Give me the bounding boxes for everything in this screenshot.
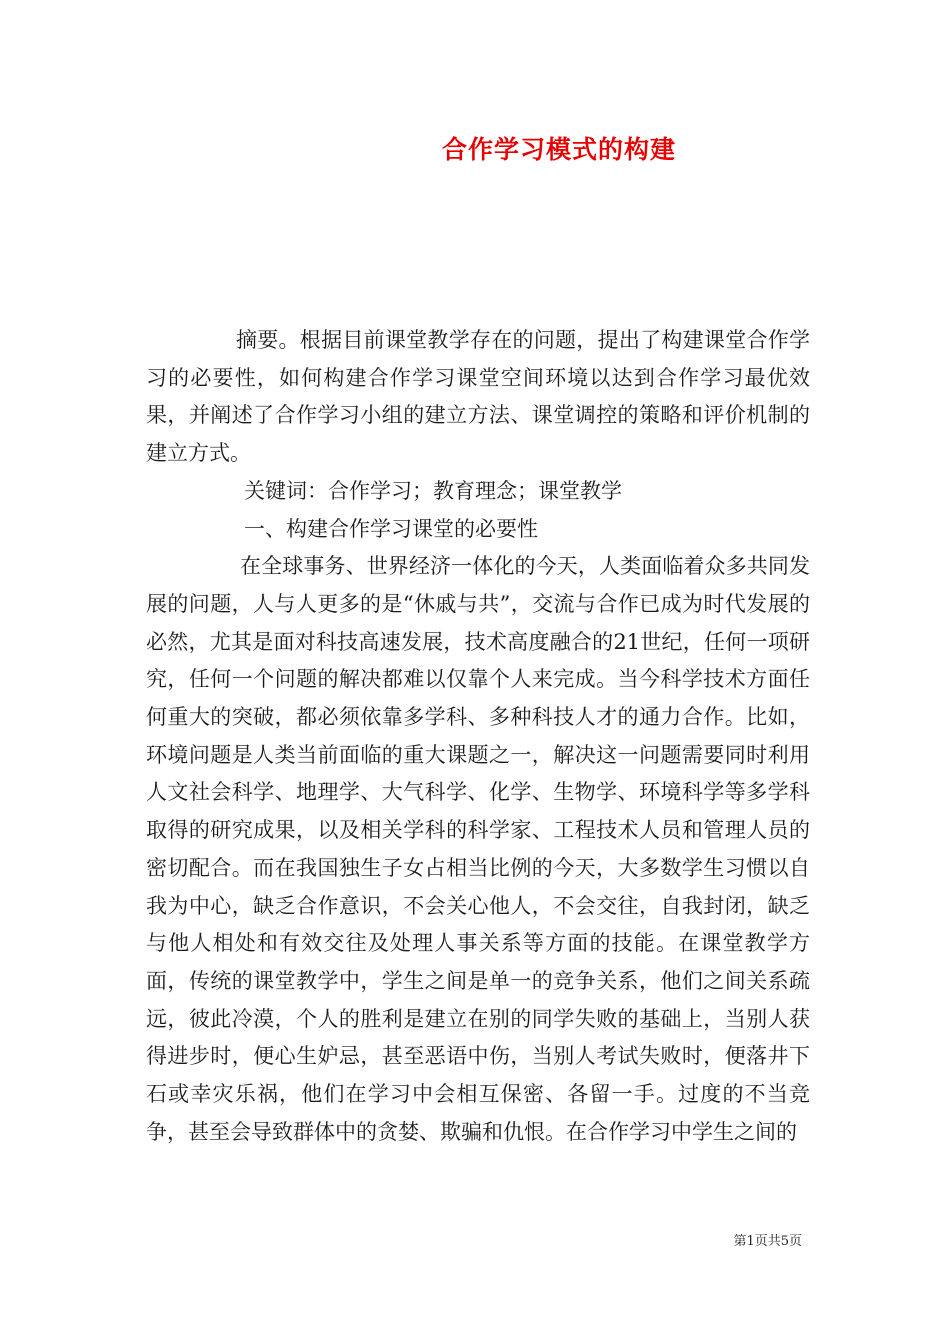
abstract-paragraph: 摘要。根据目前课堂教学存在的问题，提出了构建课堂合作学习的必要性，如何构建合作学习课堂空间环境以达到合作学习最优效果，并阐述了合作学习小组的建立方法、课堂调控的策略和评价机制的建立方式。 [146,328,810,466]
document-body [146,322,810,1151]
section-heading: 一、构建合作学习课堂的必要性 [244,516,538,541]
body-paragraph: 在全球事务、世界经济一体化的今天，人类面临着众多共同发展的问题，人与人更多的是“休戚与共”，交流与合作已成为时代发展的必然，尤其是面对科技高速发展，技术高度融合的21世纪，任何一项研究，任何一个问题的解决都难以仅靠个人来完成。当今科学技术方面任何重大的突破，都必须依靠多学科、多种科技人才的通力合作。比如，环境问题是人类当前面临的重大课题之一，解决这一问题需要同时利用人文社会科学、地理学、大气科学、化学、生物学、环境科学等多学科取得的研究成果，以及相关学科的科学家、工程技术人员和管理人员的密切配合。而在我国独生子女占相当比例的今天，大多数学生习惯以自我为中心，缺乏合作意识，不会关心他人，不会交往，自我封闭，缺乏与他人相处和有效交往及处理人事关系等方面的技能。在课堂教学方面，传统的课堂教学中，学生之间是单一的竞争关系，他们之间关系疏远，彼此冷漠，个人的胜利是建立在别的同学失败的基础上，当别人获得进步时，便心生妒忌，甚至恶语中伤，当别人考试失败时，便落井下石或幸灾乐祸，他们在学习中会相互保密、各留一手。过度的不当竞争，甚至会导致群体中的贪婪、欺骗和仇恨。在合作学习中学生之间的 [146,554,810,1144]
page-number-footer: 第1页共5页 [733,1234,802,1249]
document-title: 合作学习模式的构建 [441,135,676,164]
keywords-line: 关键词：合作学习；教育理念；课堂教学 [244,478,622,503]
